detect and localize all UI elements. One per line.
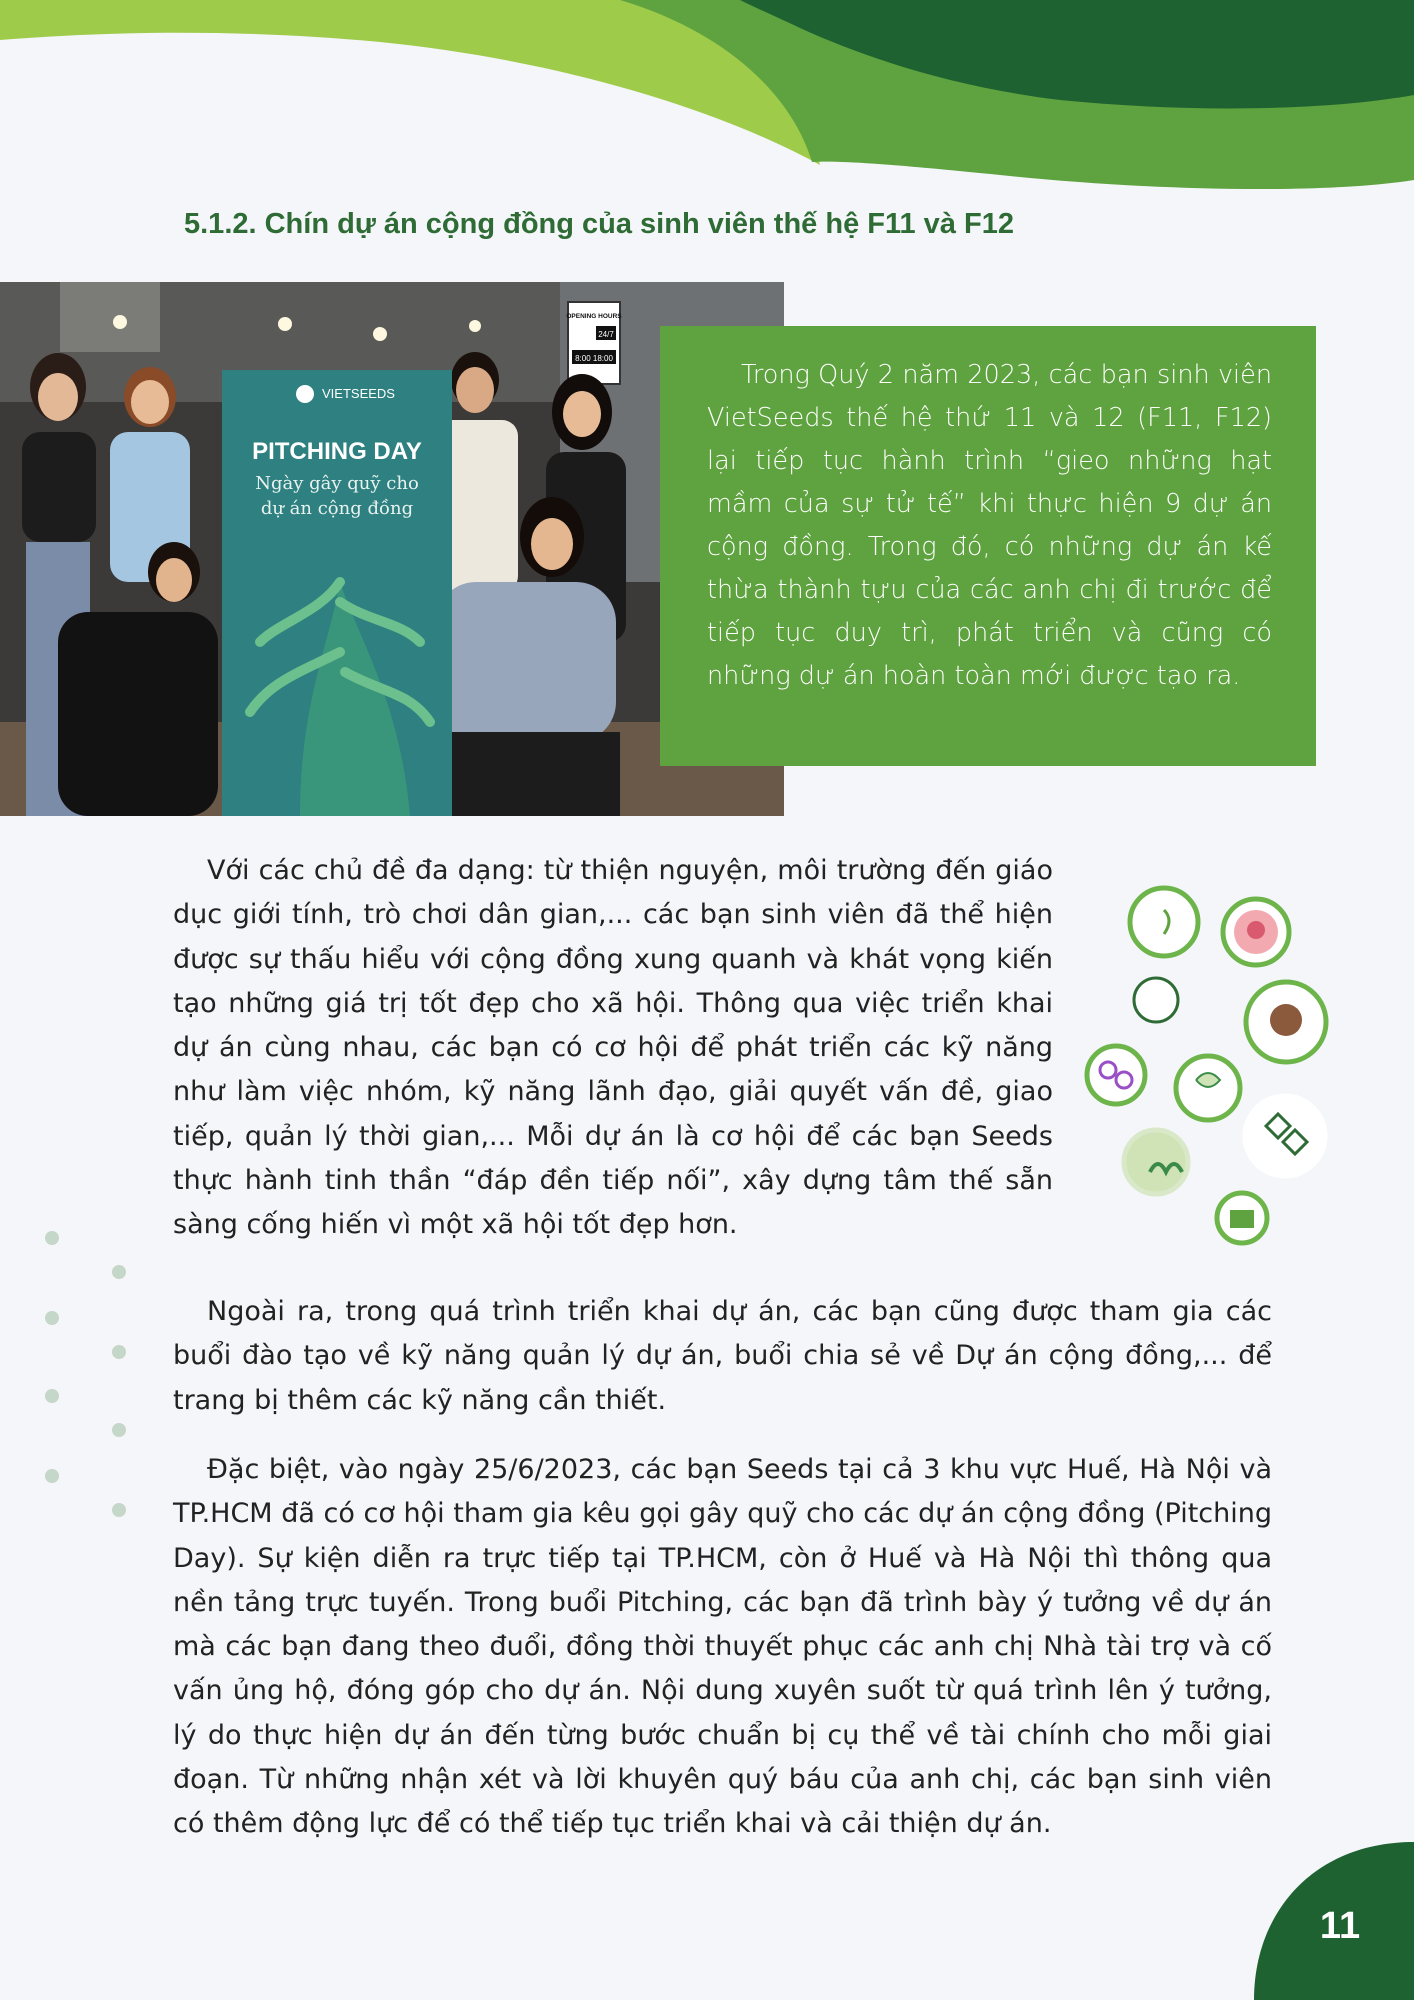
header-wave-decoration <box>0 0 1414 200</box>
callout-text: Trong Quý 2 năm 2023, các bạn sinh viên VietSeeds thế hệ thứ 11 và 12 (F11, F12) lại tiếp tục hành trình “gieo những hạt mầm của sự tử tế” khi thực hiện 9 dự án cộng đồng. Trong đó, có những dự án kế thừa thành tựu của các anh chị đi trước để tiếp tục duy trì, phát triển và cũng có những dự án hoàn toàn mới được tạo ra. <box>707 360 1272 691</box>
intro-callout-box <box>660 326 1316 766</box>
sign-247: 24/7 <box>598 330 614 339</box>
banner-title: PITCHING DAY <box>252 438 422 465</box>
paragraph-themes: Với các chủ đề đa dạng: từ thiện nguyện, môi trường đến giáo dục giới tính, trò chơi dân gian,... các bạn sinh viên đã thể hiện được sự thấu hiểu với cộng đồng xung quanh và khát vọng kiến tạo những giá trị tốt đẹp cho xã hội. Thông qua việc triển khai dự án cùng nhau, các bạn có cơ hội để phát triển các kỹ năng như làm việc nhóm, kỹ năng lãnh đạo, giải quyết vấn đề, giao tiếp, quản lý thời gian,... Mỗi dự án là cơ hội để các bạn Seeds thực hành tinh thần “đáp đền tiếp nối”, xây dựng tâm thế sẵn sàng cống hiến vì một xã hội tốt đẹp hơn. <box>173 855 1053 1241</box>
sign-title: OPENING HOURS <box>566 313 622 320</box>
paragraph-pitching-day: Đặc biệt, vào ngày 25/6/2023, các bạn Seeds tại cả 3 khu vực Huế, Hà Nội và TP.HCM đã có cơ hội tham gia kêu gọi gây quỹ cho các dự án cộng đồng (Pitching Day). Sự kiện diễn ra trực tiếp tại TP.HCM, còn ở Huế và Hà Nội thì thông qua nền tảng trực tuyến. Trong buổi Pitching, các bạn đã trình bày ý tưởng về dự án mà các bạn đang theo đuổi, đồng thời thuyết phục các anh chị Nhà tài trợ và cố vấn ủng hộ, đóng góp cho dự án. Nội dung xuyên suốt từ quá trình lên ý tưởng, lý do thực hiện dự án đến từng bước chuẩn bị cụ thể về tài chính cho mỗi giai đoạn. Từ những nhận xét và lời khuyên quý báu của anh chị, các bạn sinh viên có thêm động lực để có thể tiếp tục triển khai và cải thiện dự án. <box>173 1454 1272 1840</box>
pitching-day-banner <box>222 370 452 816</box>
page-number: 11 <box>1319 1905 1361 1947</box>
banner-subtitle-2: dự án cộng đồng <box>260 498 414 519</box>
project-logo <box>1087 888 1326 1243</box>
dots-decoration <box>30 1220 140 1520</box>
paragraph-training: Ngoài ra, trong quá trình triển khai dự án, các bạn cũng được tham gia các buổi đào tạo về kỹ năng quản lý dự án, buổi chia sẻ về Dự án cộng đồng,... để trang bị thêm các kỹ năng cần thiết. <box>173 1296 1272 1416</box>
banner-subtitle-1: Ngày gây quỹ cho <box>255 473 419 494</box>
banner-brand: VIETSEEDS <box>322 386 395 401</box>
project-logos-cluster <box>1078 880 1338 1260</box>
sign-hours: 8:00 18:00 <box>575 354 613 363</box>
opening-hours-sign <box>566 302 622 384</box>
section-heading: 5.1.2. Chín dự án cộng đồng của sinh viên thế hệ F11 và F12 <box>184 208 1014 240</box>
